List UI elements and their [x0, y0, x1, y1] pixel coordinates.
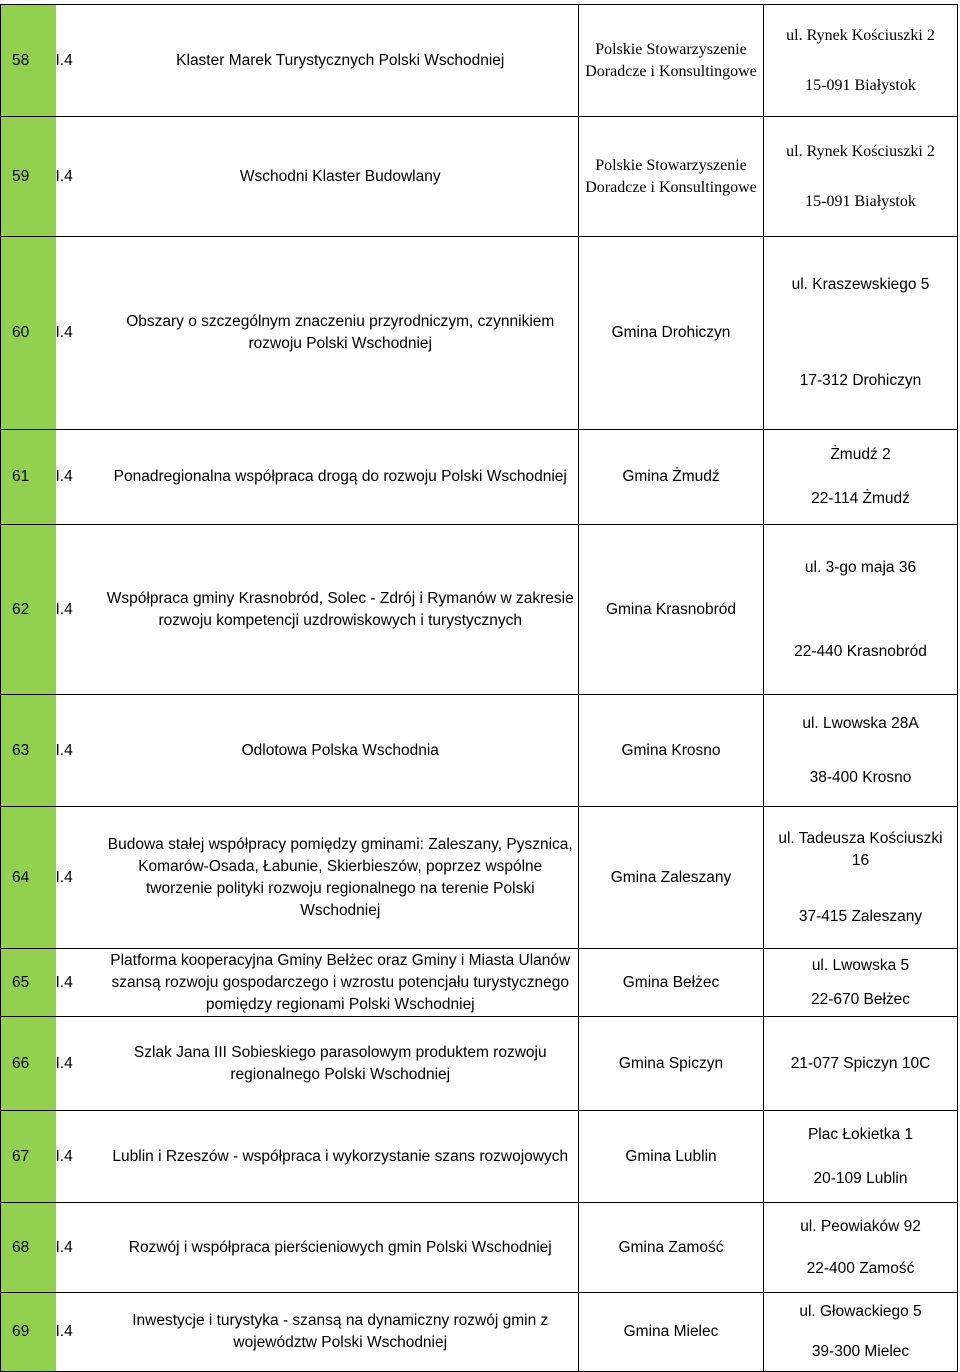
table-row — [1, 1111, 958, 1203]
row-number: 60 — [1, 237, 56, 430]
table-row — [1, 1017, 958, 1111]
address-street: Plac Łokietka 1 — [807, 1125, 914, 1143]
project-title: Lublin i Rzeszów - współpraca i wykorzystanie szans rozwojowych — [103, 1111, 579, 1203]
table-row — [1, 525, 958, 695]
address-street: ul. Rynek Kościuszki 2 — [786, 142, 935, 160]
address-cell — [764, 117, 958, 237]
table-row — [1, 807, 958, 949]
address-cell — [764, 695, 958, 807]
address-cell — [764, 1017, 958, 1111]
table-row — [1, 117, 958, 237]
table-row — [1, 5, 958, 117]
project-title: Szlak Jana III Sobieskiego parasolowym produktem rozwoju regionalnego Polski Wschodniej — [103, 1017, 579, 1111]
address-postal: 37-415 Zaleszany — [798, 907, 923, 925]
address-postal: 15-091 Białystok — [805, 192, 916, 210]
address-street: ul. Tadeusza Kościuszki 16 — [778, 829, 943, 869]
table-row — [1, 237, 958, 430]
table-row — [1, 695, 958, 807]
address-postal: 38-400 Krosno — [809, 768, 912, 786]
row-number: 69 — [1, 1293, 56, 1372]
organization: Gmina Zaleszany — [579, 807, 764, 949]
row-number: 63 — [1, 695, 56, 807]
measure-code: I.4 — [56, 237, 103, 430]
table-row — [1, 949, 958, 1017]
row-number: 61 — [1, 430, 56, 525]
measure-code: I.4 — [56, 807, 103, 949]
address-postal: 22-114 Żmudź — [811, 490, 910, 507]
measure-code: I.4 — [56, 525, 103, 695]
address-cell — [764, 5, 958, 117]
address-street: ul. 3-go maja 36 — [804, 558, 917, 576]
measure-code: I.4 — [56, 1203, 103, 1293]
row-number: 59 — [1, 117, 56, 237]
project-title: Ponadregionalna współpraca drogą do rozwoju Polski Wschodniej — [103, 430, 579, 525]
measure-code: I.4 — [56, 117, 103, 237]
organization: Gmina Lublin — [579, 1111, 764, 1203]
address-street: ul. Kraszewskiego 5 — [791, 276, 930, 293]
row-number: 67 — [1, 1111, 56, 1203]
address-street: ul. Lwowska 28A — [802, 714, 919, 732]
measure-code: I.4 — [56, 430, 103, 525]
project-title: Odlotowa Polska Wschodnia — [103, 695, 579, 807]
address-postal: 39-300 Mielec — [811, 1343, 910, 1360]
row-number: 65 — [1, 949, 56, 1017]
address-cell — [764, 1203, 958, 1293]
table-row — [1, 1203, 958, 1293]
table-row — [1, 1293, 958, 1372]
address-postal: 22-400 Zamość — [806, 1259, 915, 1277]
address-postal: 15-091 Białystok — [805, 76, 916, 94]
row-number: 66 — [1, 1017, 56, 1111]
measure-code: I.4 — [56, 695, 103, 807]
table-row — [1, 430, 958, 525]
project-title: Platforma kooperacyjna Gminy Bełżec oraz Gminy i Miasta Ulanów szansą rozwoju gospodarczego i wzrostu potencjału turystycznego pomiędzy regionami Polski Wschodniej — [103, 949, 579, 1017]
organization: Gmina Zamość — [579, 1203, 764, 1293]
organization: Gmina Bełżec — [579, 949, 764, 1017]
organization: Gmina Spiczyn — [579, 1017, 764, 1111]
project-title: Obszary o szczególnym znaczeniu przyrodniczym, czynnikiem rozwoju Polski Wschodniej — [103, 237, 579, 430]
address-cell — [764, 807, 958, 949]
address-cell — [764, 237, 958, 430]
address-cell — [764, 949, 958, 1017]
measure-code: I.4 — [56, 1111, 103, 1203]
address-street: ul. Głowackiego 5 — [799, 1303, 922, 1320]
organization: Gmina Krosno — [579, 695, 764, 807]
address-cell — [764, 1111, 958, 1203]
organization: Polskie Stowarzyszenie Doradcze i Konsultingowe — [579, 117, 764, 237]
project-title: Rozwój i współpraca pierścieniowych gmin Polski Wschodniej — [103, 1203, 579, 1293]
organization: Gmina Krasnobród — [579, 525, 764, 695]
address-cell — [764, 525, 958, 695]
organization: Polskie Stowarzyszenie Doradcze i Konsultingowe — [579, 5, 764, 117]
row-number: 62 — [1, 525, 56, 695]
address-postal: 22-670 Bełżec — [810, 990, 911, 1008]
address-street: ul. Peowiaków 92 — [800, 1217, 921, 1235]
row-number: 64 — [1, 807, 56, 949]
measure-code: I.4 — [56, 1017, 103, 1111]
organization: Gmina Żmudź — [579, 430, 764, 525]
measure-code: I.4 — [56, 5, 103, 117]
measure-code: I.4 — [56, 949, 103, 1017]
project-title: Budowa stałej współpracy pomiędzy gminami: Zaleszany, Pysznica, Komarów-Osada, Łabunie, Skierbieszów, poprzez wspólne tworzenie polityki rozwoju regionalnego na terenie Polski Wschodniej — [103, 807, 579, 949]
address-cell — [764, 1293, 958, 1372]
address-postal: 22-440 Krasnobród — [794, 642, 927, 660]
project-title: Współpraca gminy Krasnobród, Solec - Zdrój i Rymanów w zakresie rozwoju kompetencji uzdrowiskowych i turystycznych — [103, 525, 579, 695]
address-street: ul. Rynek Kościuszki 2 — [786, 26, 935, 44]
project-title: Klaster Marek Turystycznych Polski Wschodniej — [103, 5, 579, 117]
address-postal: 20-109 Lublin — [813, 1169, 908, 1187]
organization: Gmina Drohiczyn — [579, 237, 764, 430]
row-number: 68 — [1, 1203, 56, 1293]
address-postal: 17-312 Drohiczyn — [799, 372, 922, 389]
project-title: Wschodni Klaster Budowlany — [103, 117, 579, 237]
address-street: ul. Lwowska 5 — [811, 956, 910, 974]
projects-table — [0, 4, 958, 1372]
project-title: Inwestycje i turystyka - szansą na dynamiczny rozwój gmin z województw Polski Wschodniej — [103, 1293, 579, 1372]
address-street: 21-077 Spiczyn 10C — [790, 1054, 931, 1072]
measure-code: I.4 — [56, 1293, 103, 1372]
row-number: 58 — [1, 5, 56, 117]
address-cell — [764, 430, 958, 525]
address-street: Żmudź 2 — [830, 446, 891, 463]
organization: Gmina Mielec — [579, 1293, 764, 1372]
